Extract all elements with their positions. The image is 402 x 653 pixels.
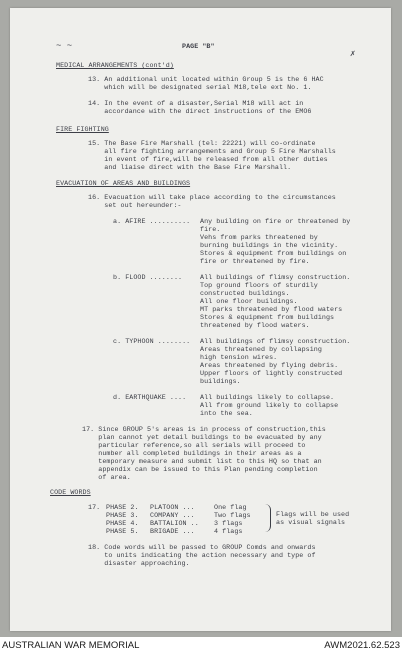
para17-line4: number all completed buildings in their areas as a <box>82 450 302 458</box>
code-words-brace <box>264 504 271 532</box>
evac-a-line5: Stores & equipment from buildings on <box>200 250 347 258</box>
evac-b-line1: All buildings of flimsy construction. <box>200 274 351 282</box>
evac-a-line4: burning buildings in the vicinity. <box>200 242 339 250</box>
para15-line1: 15. The Base Fire Marshall (tel: 22221) will co-ordinate <box>88 140 316 148</box>
code-phase-2: PHASE 2. <box>106 504 139 512</box>
code-flags-5: 4 flags <box>214 528 243 536</box>
code-words-note-line2: as visual signals <box>276 519 346 527</box>
evac-a-line1: Any building on fire or threatened by <box>200 218 351 226</box>
para14-line2: accordance with the direct instructions of the EMO6 <box>88 108 312 116</box>
evac-c-line1: All buildings of flimsy construction. <box>200 338 351 346</box>
para16-line1: 16. Evacuation will take place according to the circumstances <box>88 194 336 202</box>
evac-a-line3: Vehs from parks threatened by <box>200 234 318 242</box>
evac-b-line7: threatened by flood waters. <box>200 322 310 330</box>
code-word-5: BRIGADE ... <box>150 528 195 536</box>
para15-line3: in event of fire,will be released from all other duties <box>88 156 328 164</box>
evac-c-line2: Areas threatened by collapsing <box>200 346 322 354</box>
heading-fire: FIRE FIGHTING <box>56 126 109 134</box>
code-words-number: 17. <box>88 504 101 512</box>
para17-line3: particular reference,so all serials will proceed to <box>82 442 306 450</box>
top-right-mark: ✗ <box>350 49 356 59</box>
heading-evacuation: EVACUATION OF AREAS AND BUILDINGS <box>56 180 191 188</box>
evac-b-label: b. FLOOD ........ <box>113 274 183 282</box>
evac-c-line5: Upper floors of lightly constructed <box>200 370 343 378</box>
code-phase-4: PHASE 4. <box>106 520 139 528</box>
para18-line3: disaster approaching. <box>88 560 190 568</box>
code-word-3: COMPANY ... <box>150 512 195 520</box>
code-words-note-line1: Flags will be used <box>276 511 350 519</box>
code-flags-4: 3 flags <box>214 520 243 528</box>
footer-institution: AUSTRALIAN WAR MEMORIAL <box>2 640 140 651</box>
archive-footer <box>0 637 402 653</box>
code-flags-3: Two flags <box>214 512 251 520</box>
document-page <box>10 8 391 631</box>
evac-b-line5: MT parks threatened by flood waters <box>200 306 343 314</box>
code-phase-5: PHASE 5. <box>106 528 139 536</box>
document-text <box>10 8 391 631</box>
heading-medical: MEDICAL ARRANGEMENTS (cont'd) <box>56 62 174 70</box>
para17-line2: plan cannot yet detail buildings to be evacuated by any <box>82 434 322 442</box>
code-flags-2: One flag <box>214 504 247 512</box>
para13-line2: which will be designated serial M18,tele ext No. 1. <box>88 84 312 92</box>
para15-line4: and liaise direct with the Base Fire Marshall. <box>88 164 292 172</box>
evac-a-label: a. AFIRE .......... <box>113 218 191 226</box>
para17-line6: appendix can be issued to this Plan pending completion <box>82 466 318 474</box>
evac-c-label: c. TYPHOON ........ <box>113 338 191 346</box>
footer-accession-number: AWM2021.62.523 <box>324 640 400 651</box>
para18-line1: 18. Code words will be passed to GROUP Comds and onwards <box>88 544 316 552</box>
para17-line1: 17. Since GROUP 5's areas is in process of construction,this <box>82 426 326 434</box>
evac-b-line4: All one floor buildings. <box>200 298 298 306</box>
evac-d-line1: All buildings likely to collapse. <box>200 394 335 402</box>
evac-b-line3: constructed buildings. <box>200 290 290 298</box>
evac-b-line2: Top ground floors of sturdily <box>200 282 318 290</box>
para13-line1: 13. An additional unit located within Group 5 is the 6 HAC <box>88 76 324 84</box>
code-word-4: BATTALION .. <box>150 520 199 528</box>
para14-line1: 14. In the event of a disaster,Serial M18 will act in <box>88 100 304 108</box>
evac-b-line6: Stores & equipment from buildings <box>200 314 335 322</box>
evac-c-line4: Areas threatened by flying debris. <box>200 362 339 370</box>
evac-d-label: d. EARTHQUAKE .... <box>113 394 187 402</box>
page-title: PAGE "B" <box>182 43 215 51</box>
para17-line7: of area. <box>82 474 131 482</box>
evac-c-line3: high tension wires. <box>200 354 278 362</box>
evac-d-line3: into the sea. <box>200 410 253 418</box>
para15-line2: all fire fighting arrangements and Group 5 Fire Marshalls <box>88 148 336 156</box>
evac-c-line6: buildings. <box>200 378 241 386</box>
top-left-mark: ~ ~ <box>56 41 73 51</box>
evac-a-line2: fire. <box>200 226 221 234</box>
para16-line2: set out hereunder:- <box>88 202 182 210</box>
code-phase-3: PHASE 3. <box>106 512 139 520</box>
evac-a-line6: fire or threatened by fire. <box>200 258 310 266</box>
evac-d-line2: All from ground likely to collapse <box>200 402 339 410</box>
para17-line5: temporary measure and submit list to this HQ so that an <box>82 458 322 466</box>
para18-line2: to units indicating the action necessary and type of <box>88 552 316 560</box>
code-word-2: PLATOON ... <box>150 504 195 512</box>
heading-code-words: CODE WORDS <box>50 489 91 497</box>
